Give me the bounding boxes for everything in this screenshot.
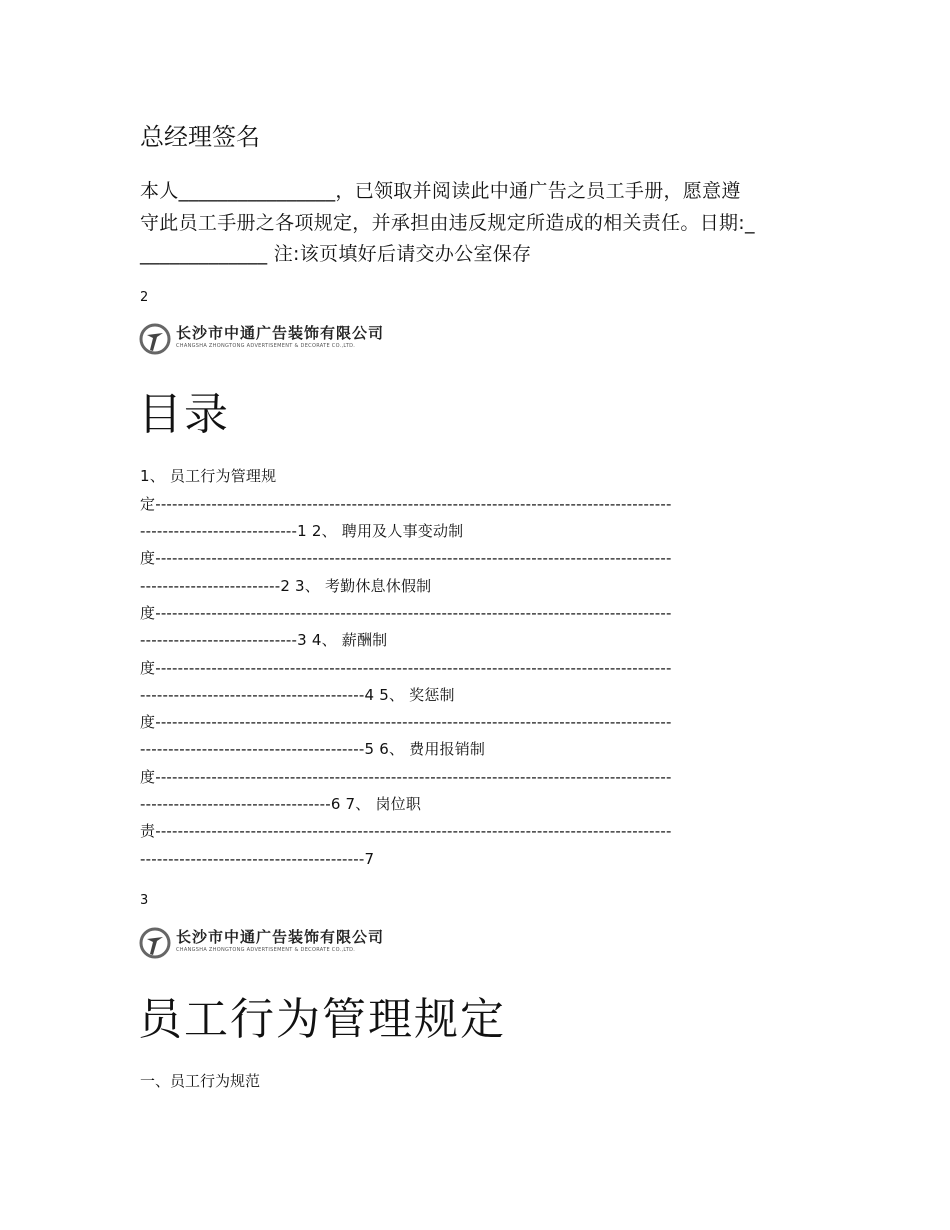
toc-line: 度-------------------------------------------------------------------------------------------- bbox=[140, 713, 672, 731]
toc-line: ----------------------------------6 7、 岗位职 bbox=[140, 795, 422, 813]
toc-line: 1、 员工行为管理规 bbox=[140, 467, 277, 485]
signature-line-2: 守此员工手册之各项规定，并承担由违反规定所造成的相关责任。日期:_ bbox=[140, 212, 755, 234]
company-logo-icon bbox=[139, 323, 171, 355]
toc-line: 度-------------------------------------------------------------------------------------------- bbox=[140, 659, 672, 677]
toc-line: ----------------------------------------4 5、 奖惩制 bbox=[140, 686, 455, 704]
section-subtitle: 一、员工行为规范 bbox=[140, 1072, 261, 1090]
toc-line: ----------------------------------------7 bbox=[140, 850, 375, 868]
toc-line: 度-------------------------------------------------------------------------------------------- bbox=[140, 549, 672, 567]
toc-line: 度-------------------------------------------------------------------------------------------- bbox=[140, 768, 672, 786]
toc-line: -------------------------2 3、 考勤休息休假制 bbox=[140, 577, 432, 595]
signature-line-1: 本人________________，已领取并阅读此中通广告之员工手册，愿意遵 bbox=[140, 180, 741, 202]
toc-line: 定-------------------------------------------------------------------------------------------- bbox=[140, 495, 672, 513]
company-logo bbox=[139, 322, 384, 356]
signature-line-3: _____________ 注:该页填好后请交办公室保存 bbox=[140, 243, 532, 265]
section-title: 员工行为管理规定 bbox=[138, 994, 506, 1045]
toc-title: 目录 bbox=[138, 389, 230, 440]
toc-line: ----------------------------3 4、 薪酬制 bbox=[140, 631, 388, 649]
company-name-en: CHANGSHA ZHONGTONG ADVERTISEMENT & DECORATE CO.,LTD. bbox=[176, 343, 356, 349]
toc-line: 度-------------------------------------------------------------------------------------------- bbox=[140, 604, 672, 622]
page-number: 3 bbox=[140, 893, 149, 908]
company-logo bbox=[139, 926, 384, 960]
toc-line: 责-------------------------------------------------------------------------------------------- bbox=[140, 822, 672, 840]
toc-line: ----------------------------------------5 6、 费用报销制 bbox=[140, 740, 486, 758]
company-logo-icon bbox=[139, 927, 171, 959]
company-name-en: CHANGSHA ZHONGTONG ADVERTISEMENT & DECORATE CO.,LTD. bbox=[176, 947, 356, 953]
signature-title: 总经理签名 bbox=[140, 123, 260, 151]
company-name-cn: 长沙市中通广告装饰有限公司 bbox=[176, 324, 385, 342]
page-number: 2 bbox=[140, 290, 149, 305]
toc-line: ----------------------------1 2、 聘用及人事变动制 bbox=[140, 522, 464, 540]
company-name-cn: 长沙市中通广告装饰有限公司 bbox=[176, 928, 385, 946]
